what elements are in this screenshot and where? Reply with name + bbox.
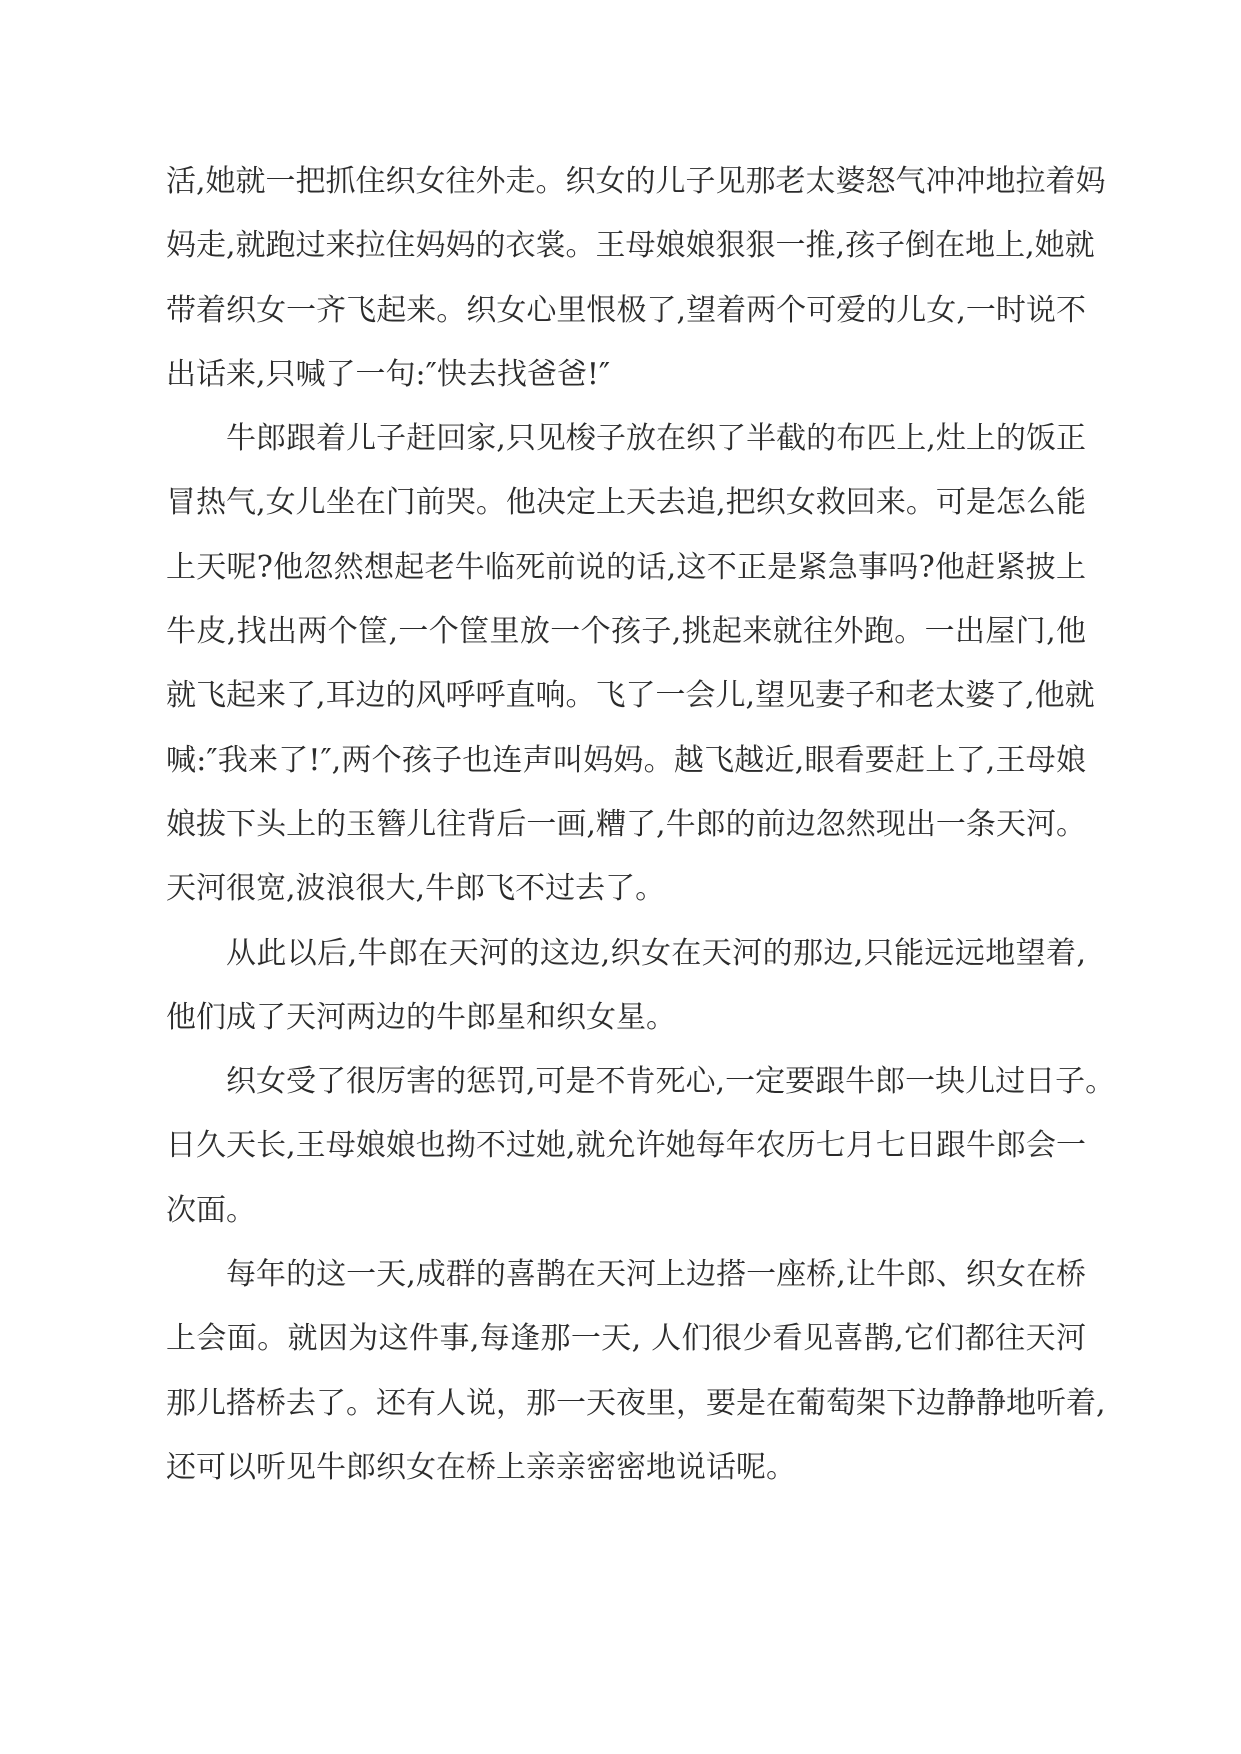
- story-text: [166, 150, 1116, 1500]
- text-line: 冒热气,女儿坐在门前哭。他决定上天去追,把织女救回来。可是怎么能: [166, 485, 1086, 521]
- text-line: 还可以听见牛郎织女在桥上亲亲密密地说话呢。: [166, 1449, 796, 1485]
- text-line: 牛皮,找出两个筐,一个筐里放一个孩子,挑起来就往外跑。一出屋门,他: [166, 614, 1086, 650]
- text-line: 从此以后,牛郎在天河的这边,织女在天河的那边,只能远远地望着,: [226, 935, 1086, 971]
- text-line: 那儿搭桥去了。还有人说，那一天夜里，要是在葡萄架下边静静地听着,: [166, 1385, 1106, 1421]
- text-line: 织女受了很厉害的惩罚,可是不肯死心,一定要跟牛郎一块儿过日子。: [226, 1064, 1116, 1100]
- text-line: 带着织女一齐飞起来。织女心里恨极了,望着两个可爱的儿女,一时说不: [166, 292, 1086, 328]
- text-line: 每年的这一天,成群的喜鹊在天河上边搭一座桥,让牛郎、织女在桥: [226, 1257, 1086, 1293]
- text-line: 日久天长,王母娘娘也拗不过她,就允许她每年农历七月七日跟牛郎会一: [166, 1128, 1086, 1164]
- text-line: 出话来,只喊了一句:″快去找爸爸!″: [166, 356, 611, 392]
- text-line: 他们成了天河两边的牛郎星和织女星。: [166, 999, 676, 1035]
- text-line: 喊:″我来了!″,两个孩子也连声叫妈妈。越飞越近,眼看要赶上了,王母娘: [166, 742, 1086, 778]
- text-line: 妈走,就跑过来拉住妈妈的衣裳。王母娘娘狠狠一推,孩子倒在地上,她就: [166, 228, 1095, 264]
- text-line: 娘拔下头上的玉簪儿往背后一画,糟了,牛郎的前边忽然现出一条天河。: [166, 806, 1086, 842]
- text-line: 就飞起来了,耳边的风呼呼直响。飞了一会儿,望见妻子和老太婆了,他就: [166, 678, 1095, 714]
- text-line: 上天呢?他忽然想起老牛临死前说的话,这不正是紧急事吗?他赶紧披上: [166, 549, 1086, 585]
- text-line: 上会面。就因为这件事,每逢那一天, 人们很少看见喜鹊,它们都往天河: [166, 1321, 1086, 1357]
- text-line: 天河很宽,波浪很大,牛郎飞不过去了。: [166, 871, 666, 907]
- text-line: 活,她就一把抓住织女往外走。织女的儿子见那老太婆怒气冲冲地拉着妈: [166, 164, 1106, 199]
- text-line: 牛郎跟着儿子赶回家,只见梭子放在织了半截的布匹上,灶上的饭正: [226, 421, 1086, 457]
- text-line: 次面。: [166, 1192, 256, 1228]
